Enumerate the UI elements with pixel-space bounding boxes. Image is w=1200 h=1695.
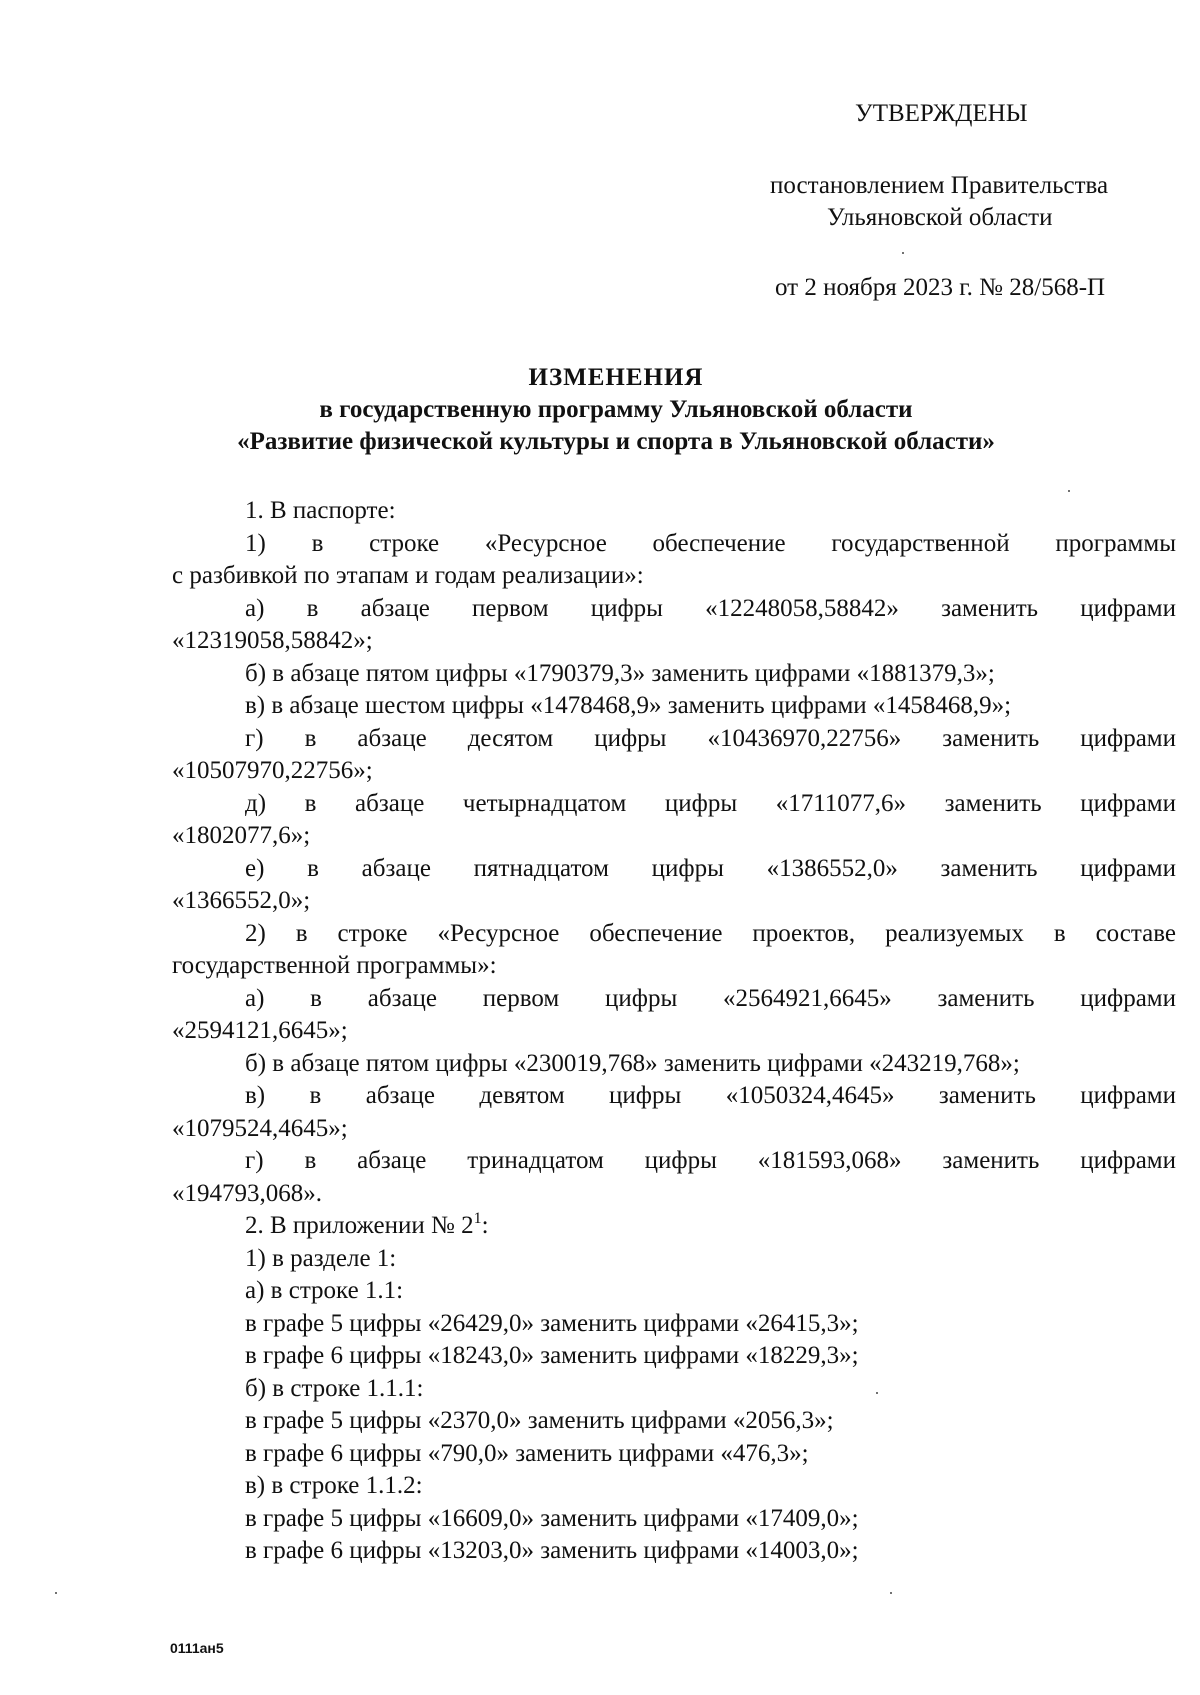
paragraph-line: в) в абзаце девятом цифры «1050324,4645» заменить цифрами — [245, 1082, 1176, 1109]
paragraph-line: в графе 6 цифры «13203,0» заменить цифрами «14003,0»; — [245, 1537, 859, 1564]
scan-speck — [902, 252, 904, 254]
paragraph-line: с разбивкой по этапам и годам реализации»: — [172, 562, 644, 589]
document-body — [172, 495, 1176, 1568]
paragraph-line: в графе 5 цифры «26429,0» заменить цифрами «26415,3»; — [245, 1309, 859, 1337]
approval-title: УТВЕРЖДЕНЫ — [855, 100, 1028, 127]
scan-speck — [890, 1592, 892, 1594]
paragraph-line: в графе 6 цифры «790,0» заменить цифрами «476,3»; — [245, 1439, 809, 1467]
paragraph-line: г) в абзаце тринадцатом цифры «181593,068» заменить цифрами — [245, 1147, 1176, 1174]
approval-issuer-line1: постановлением Правительства — [770, 172, 1109, 199]
scan-speck — [1068, 490, 1070, 492]
paragraph-line: е) в абзаце пятнадцатом цифры «1386552,0» заменить цифрами — [245, 854, 1176, 882]
appendix-ref-text: 2. В приложении № 2 — [245, 1212, 474, 1239]
paragraph-line: государственной программы»: — [172, 952, 497, 979]
paragraph-line: д) в абзаце четырнадцатом цифры «1711077,6» заменить цифрами — [245, 789, 1176, 817]
paragraph-line: «1802077,6»; — [172, 822, 311, 849]
paragraph-line: б) в абзаце пятом цифры «1790379,3» заменить цифрами «1881379,3»; — [245, 659, 995, 687]
paragraph-line: в) в строке 1.1.2: — [245, 1472, 423, 1499]
appendix-ref-superscript: 1 — [473, 1210, 482, 1227]
paragraph-line: а) в абзаце первом цифры «2564921,6645» заменить цифрами — [245, 984, 1176, 1012]
paragraph-line: 1. В паспорте: — [245, 497, 396, 524]
paragraph-line: «1079524,4645»; — [172, 1114, 348, 1142]
document-title: ИЗМЕНЕНИЯ — [528, 364, 704, 391]
document-heading — [160, 362, 1072, 458]
paragraph-line: б) в строке 1.1.1: — [245, 1374, 424, 1402]
approval-issuer-line2: Ульяновской области — [827, 204, 1053, 231]
paragraph-line: в графе 5 цифры «16609,0» заменить цифрами «17409,0»; — [245, 1504, 859, 1532]
paragraph-line: в графе 6 цифры «18243,0» заменить цифрами «18229,3»; — [245, 1342, 859, 1369]
paragraph-line: в) в абзаце шестом цифры «1478468,9» заменить цифрами «1458468,9»; — [245, 692, 1012, 719]
paragraph-line: «1366552,0»; — [172, 887, 311, 914]
paragraph-line: в графе 5 цифры «2370,0» заменить цифрами «2056,3»; — [245, 1407, 834, 1434]
paragraph-line: а) в строке 1.1: — [245, 1277, 404, 1304]
paragraph-line: г) в абзаце десятом цифры «10436970,22756» заменить цифрами — [245, 724, 1176, 752]
paragraph-line: 1) в строке «Ресурсное обеспечение государственной программы — [245, 529, 1176, 557]
document-subtitle-line1: в государственную программу Ульяновской области — [319, 396, 913, 423]
paragraph-line: «2594121,6645»; — [172, 1017, 348, 1044]
paragraph-line: а) в абзаце первом цифры «12248058,58842» заменить цифрами — [245, 594, 1176, 622]
paragraph-line: б) в абзаце пятом цифры «230019,768» заменить цифрами «243219,768»; — [245, 1049, 1020, 1077]
paragraph-line: «10507970,22756»; — [172, 757, 373, 784]
paragraph-line: «12319058,58842»; — [172, 627, 373, 654]
paragraph-line: 2) в строке «Ресурсное обеспечение проектов, реализуемых в составе — [245, 919, 1176, 947]
document-code: 0111ан5 — [170, 1640, 224, 1656]
paragraph-line: «194793,068». — [172, 1179, 322, 1207]
approval-date: от 2 ноября 2023 г. № 28/568-П — [775, 274, 1106, 301]
scan-speck — [876, 1392, 878, 1394]
document-subtitle-line2: «Развитие физической культуры и спорта в Ульяновской области» — [237, 428, 995, 455]
appendix-ref-colon: : — [481, 1212, 489, 1239]
paragraph-line — [172, 1210, 1176, 1243]
paragraph-line: 1) в разделе 1: — [245, 1244, 397, 1272]
scan-speck — [55, 1592, 57, 1594]
